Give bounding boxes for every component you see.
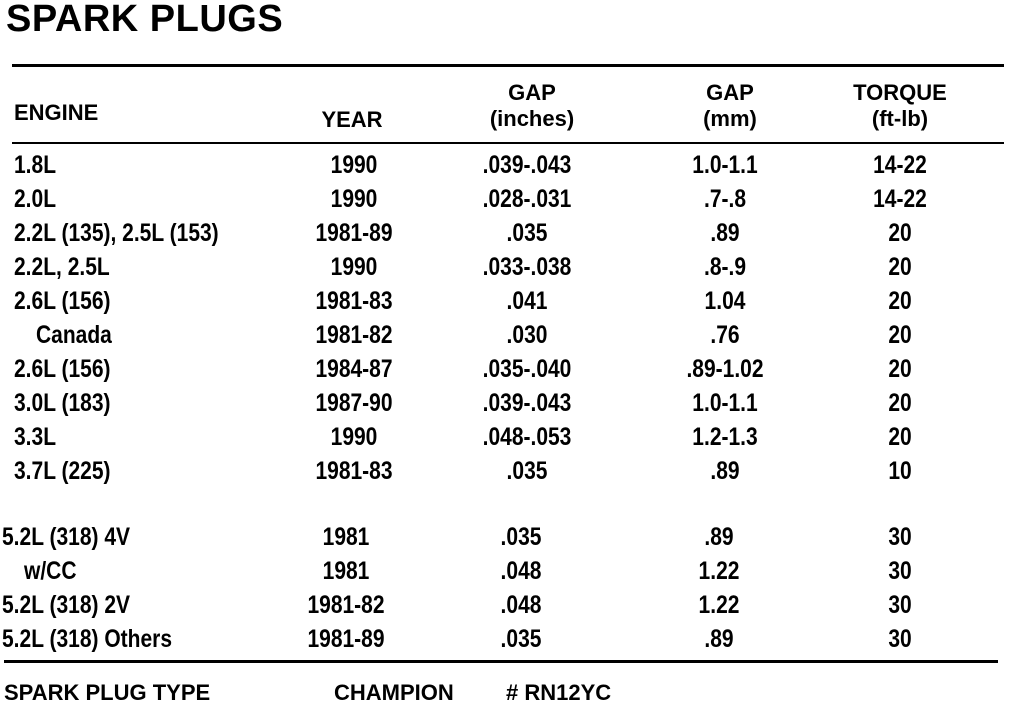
header-year: YEAR xyxy=(321,107,383,132)
cell-year: 1981-89 xyxy=(315,219,393,247)
cell-torque: 20 xyxy=(888,321,912,349)
cell-engine: 2.0L xyxy=(14,185,57,213)
cell-gap-mm: .89 xyxy=(704,625,734,653)
cell-torque: 30 xyxy=(888,625,912,653)
cell-engine: 2.2L, 2.5L xyxy=(14,253,110,281)
cell-engine: 2.6L (156) xyxy=(14,287,111,315)
cell-year: 1990 xyxy=(330,151,378,179)
cell-year: 1984-87 xyxy=(315,355,393,383)
cell-gap-mm: 1.0-1.1 xyxy=(692,151,758,179)
bottom-divider xyxy=(4,660,998,663)
header-gap-inches: GAP (inches) xyxy=(489,80,575,131)
cell-engine: 1.8L xyxy=(14,151,57,179)
cell-gap-mm: .89 xyxy=(710,457,740,485)
cell-torque: 14-22 xyxy=(873,151,927,179)
cell-torque: 30 xyxy=(888,523,912,551)
footer-part-number: # RN12YC xyxy=(506,680,612,705)
cell-engine: 5.2L (318) 2V xyxy=(2,591,131,619)
cell-gap-inches: .035 xyxy=(500,523,542,551)
cell-gap-inches: .035 xyxy=(500,625,542,653)
cell-year: 1981-82 xyxy=(315,321,393,349)
cell-engine: 3.0L (183) xyxy=(14,389,111,417)
cell-gap-mm: 1.22 xyxy=(698,557,740,585)
cell-torque: 20 xyxy=(888,253,912,281)
header-divider xyxy=(12,142,1004,144)
cell-year: 1990 xyxy=(330,423,378,451)
cell-engine: 5.2L (318) Others xyxy=(2,625,173,653)
cell-gap-inches: .041 xyxy=(506,287,548,315)
cell-engine: 3.3L xyxy=(14,423,57,451)
cell-torque: 10 xyxy=(888,457,912,485)
cell-gap-mm: .8-.9 xyxy=(703,253,747,281)
cell-year: 1990 xyxy=(330,253,378,281)
cell-torque: 20 xyxy=(888,389,912,417)
cell-torque: 30 xyxy=(888,557,912,585)
cell-gap-inches: .039-.043 xyxy=(482,389,572,417)
cell-year: 1981-89 xyxy=(307,625,385,653)
cell-year: 1981 xyxy=(322,523,370,551)
cell-gap-inches: .033-.038 xyxy=(482,253,572,281)
cell-gap-inches: .048 xyxy=(500,591,542,619)
cell-gap-mm: .76 xyxy=(710,321,740,349)
cell-gap-mm: .89 xyxy=(704,523,734,551)
cell-torque: 20 xyxy=(888,423,912,451)
cell-engine: 3.7L (225) xyxy=(14,457,111,485)
cell-gap-inches: .048-.053 xyxy=(482,423,572,451)
cell-gap-inches: .028-.031 xyxy=(482,185,572,213)
cell-year: 1987-90 xyxy=(315,389,393,417)
cell-gap-mm: .89-1.02 xyxy=(686,355,764,383)
cell-gap-inches: .030 xyxy=(506,321,548,349)
cell-year: 1981-82 xyxy=(307,591,385,619)
cell-year: 1990 xyxy=(330,185,378,213)
cell-gap-inches: .035-.040 xyxy=(482,355,572,383)
cell-year: 1981 xyxy=(322,557,370,585)
cell-torque: 20 xyxy=(888,355,912,383)
cell-year: 1981-83 xyxy=(315,457,393,485)
cell-gap-mm: 1.2-1.3 xyxy=(692,423,758,451)
header-gap-mm: GAP (mm) xyxy=(703,80,757,131)
cell-gap-inches: .035 xyxy=(506,219,548,247)
cell-gap-inches: .035 xyxy=(506,457,548,485)
cell-torque: 30 xyxy=(888,591,912,619)
header-torque: TORQUE (ft-lb) xyxy=(853,80,947,131)
cell-torque: 14-22 xyxy=(873,185,927,213)
cell-gap-mm: 1.04 xyxy=(704,287,746,315)
cell-year: 1981-83 xyxy=(315,287,393,315)
cell-gap-inches: .039-.043 xyxy=(482,151,572,179)
header-engine: ENGINE xyxy=(14,100,99,125)
cell-engine: 2.6L (156) xyxy=(14,355,111,383)
cell-torque: 20 xyxy=(888,287,912,315)
cell-engine: Canada xyxy=(36,321,112,349)
cell-gap-mm: 1.22 xyxy=(698,591,740,619)
page-title: SPARK PLUGS xyxy=(6,0,284,40)
cell-engine: w/CC xyxy=(24,557,77,585)
cell-engine: 5.2L (318) 4V xyxy=(2,523,131,551)
cell-torque: 20 xyxy=(888,219,912,247)
cell-gap-mm: .89 xyxy=(710,219,740,247)
cell-engine: 2.2L (135), 2.5L (153) xyxy=(14,219,219,247)
footer-brand: CHAMPION xyxy=(334,680,454,705)
cell-gap-mm: .7-.8 xyxy=(703,185,747,213)
top-divider xyxy=(12,64,1004,67)
cell-gap-mm: 1.0-1.1 xyxy=(692,389,758,417)
cell-gap-inches: .048 xyxy=(500,557,542,585)
footer-label: SPARK PLUG TYPE xyxy=(4,680,211,705)
